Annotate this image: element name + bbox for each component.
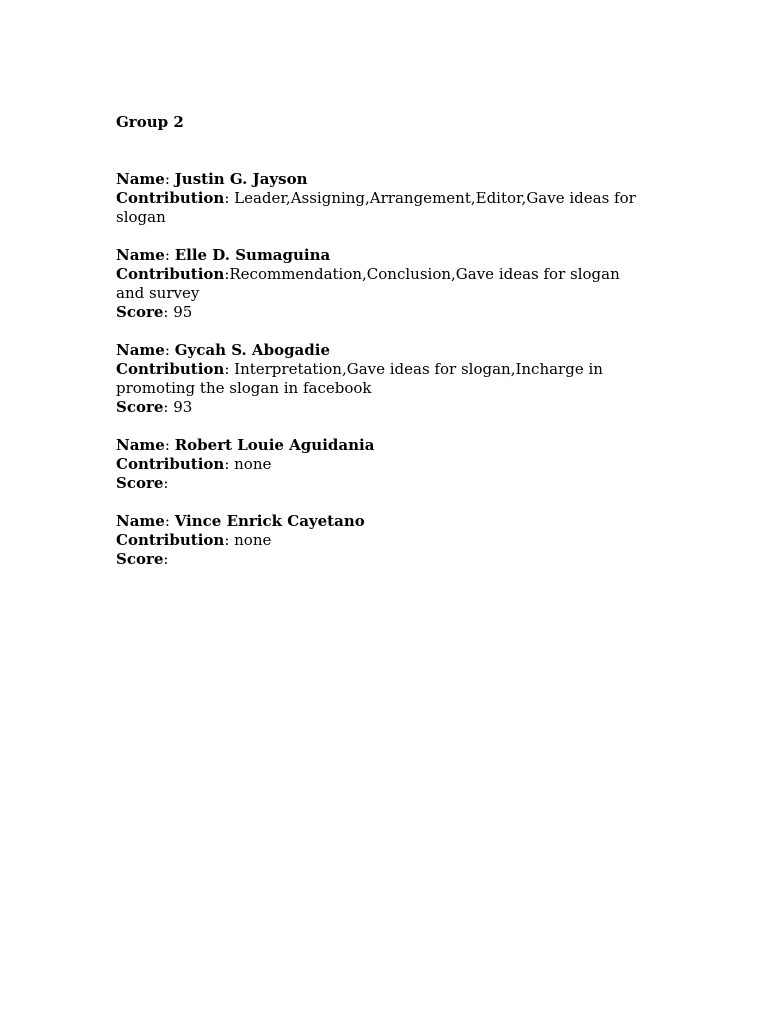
member-entry (116, 246, 646, 322)
name-label: Name (116, 341, 165, 359)
member-contribution: none (234, 455, 272, 473)
contribution-separator: : (224, 455, 235, 473)
member-score-line (116, 398, 646, 417)
name-separator: : (164, 512, 175, 530)
contribution-label: Contribution (116, 531, 225, 549)
member-score-line (116, 474, 646, 493)
contribution-label: Contribution (116, 360, 225, 378)
member-entry (116, 341, 646, 417)
contribution-label: Contribution (116, 189, 225, 207)
member-name-line (116, 436, 646, 455)
member-name: Gycah S. Abogadie (174, 341, 331, 359)
member-contribution: Interpretation,Gave ideas for slogan,Incharge in promoting the slogan in facebook (116, 360, 603, 397)
member-name: Elle D. Sumaguina (174, 246, 331, 264)
score-label: Score (116, 550, 164, 568)
group-heading: Group 2 (116, 113, 184, 131)
score-label: Score (116, 474, 164, 492)
contribution-separator: : (224, 265, 230, 283)
contribution-separator: : (224, 531, 235, 549)
name-separator: : (164, 246, 175, 264)
contribution-separator: : (224, 189, 235, 207)
name-label: Name (116, 512, 165, 530)
member-name: Vince Enrick Cayetano (174, 512, 365, 530)
member-contribution: Recommendation,Conclusion,Gave ideas for slogan and survey (116, 265, 620, 302)
name-separator: : (164, 170, 175, 188)
contribution-label: Contribution (116, 265, 225, 283)
document-body (116, 113, 646, 588)
member-contribution-line (116, 360, 646, 398)
member-contribution-line (116, 265, 646, 303)
member-contribution-line (116, 531, 646, 550)
member-score-line (116, 303, 646, 322)
name-separator: : (164, 341, 175, 359)
member-name-line (116, 341, 646, 360)
name-label: Name (116, 436, 165, 454)
member-score-line (116, 550, 646, 569)
member-entry (116, 512, 646, 569)
member-contribution-line (116, 189, 646, 227)
score-label: Score (116, 303, 164, 321)
member-contribution: Leader,Assigning,Arrangement,Editor,Gave ideas for slogan (116, 189, 636, 226)
member-contribution: none (234, 531, 272, 549)
member-score: 95 (173, 303, 193, 321)
member-name-line (116, 246, 646, 265)
member-entry (116, 170, 646, 227)
name-label: Name (116, 246, 165, 264)
member-name-line (116, 512, 646, 531)
member-name: Robert Louie Aguidania (174, 436, 375, 454)
score-separator: : (163, 474, 169, 492)
member-entry (116, 436, 646, 493)
member-name: Justin G. Jayson (174, 170, 308, 188)
contribution-separator: : (224, 360, 235, 378)
score-separator: : (163, 550, 169, 568)
score-separator: : (163, 303, 174, 321)
name-separator: : (164, 436, 175, 454)
member-name-line (116, 170, 646, 189)
score-label: Score (116, 398, 164, 416)
member-score: 93 (173, 398, 193, 416)
name-label: Name (116, 170, 165, 188)
member-contribution-line (116, 455, 646, 474)
contribution-label: Contribution (116, 455, 225, 473)
score-separator: : (163, 398, 174, 416)
